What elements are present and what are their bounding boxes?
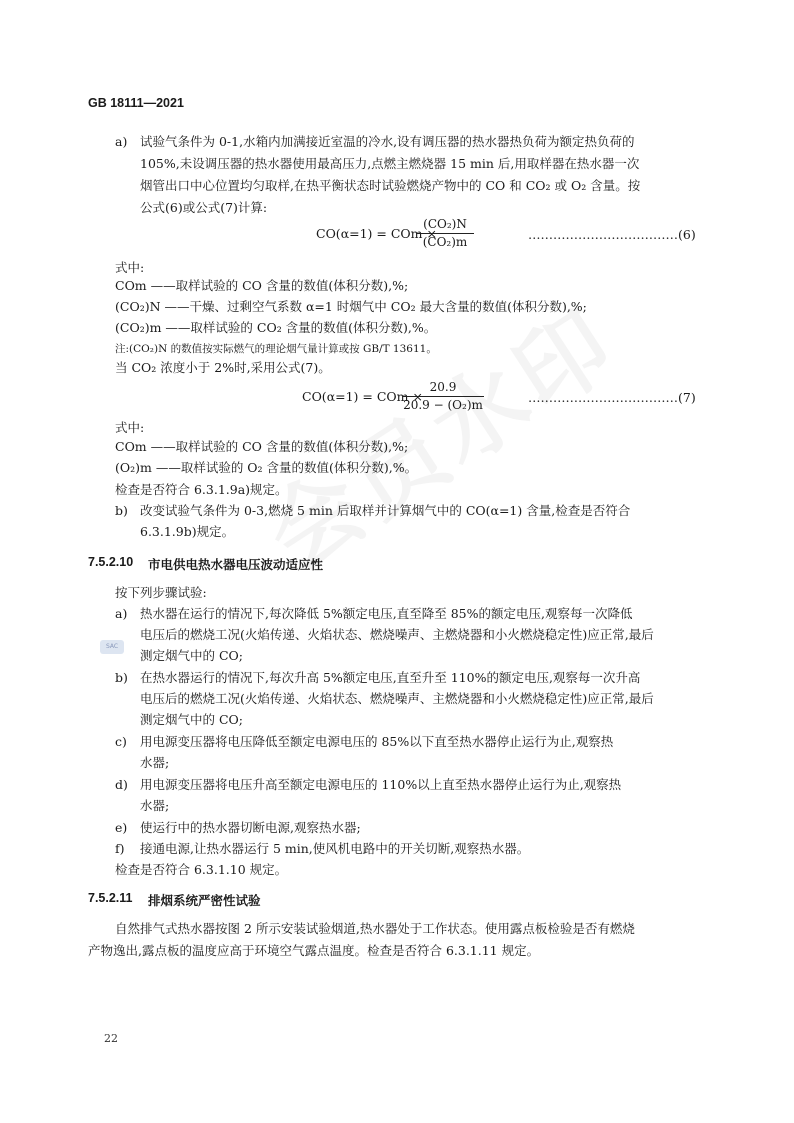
where-7-check: 检查是否符合 6.3.1.9a)规定。 xyxy=(115,482,288,497)
section-7-5-2-11-line-1: 自然排气式热水器按图 2 所示安装试验烟道,热水器处于工作状态。使用露点板检验是否有燃烧 xyxy=(115,921,635,936)
step-c-label: c) xyxy=(115,734,127,749)
formula-7-number: ………………………………(7) xyxy=(528,390,696,405)
step-b-label: b) xyxy=(115,670,128,685)
step-d-line-1: 用电源变压器将电压升高至额定电源电压的 110%以上直至热水器停止运行为止,观察热 xyxy=(140,777,622,792)
step-e-label: e) xyxy=(115,820,128,835)
item-a-label: a) xyxy=(115,134,128,149)
formula-6-number: ………………………………(6) xyxy=(528,227,696,242)
step-d-line-2: 水器; xyxy=(140,798,170,813)
formula-6-lhs: CO(α=1) = COm × xyxy=(316,226,437,241)
page-number: 22 xyxy=(104,1032,118,1045)
section-7-5-2-10-number: 7.5.2.10 xyxy=(88,555,134,569)
section-7-5-2-11-line-2: 产物逸出,露点板的温度应高于环境空气露点温度。检查是否符合 6.3.1.11 规定。 xyxy=(88,943,540,958)
step-e-line-1: 使运行中的热水器切断电源,观察热水器; xyxy=(140,820,361,835)
step-c-line-2: 水器; xyxy=(140,755,170,770)
step-a-line-2: 电压后的燃烧工况(火焰传递、火焰状态、燃烧噪声、主燃烧器和小火燃烧稳定性)应正常,最后 xyxy=(140,627,654,642)
section-7-5-2-11-number: 7.5.2.11 xyxy=(88,891,133,905)
step-a-line-1: 热水器在运行的情况下,每次降低 5%额定电压,直至降至 85%的额定电压,观察每一次降低 xyxy=(140,606,633,621)
where-6-def-3: (CO₂)m ——取样试验的 CO₂ 含量的数值(体积分数),%。 xyxy=(115,320,437,335)
formula-7-lhs: CO(α=1) = COm × xyxy=(302,389,423,404)
where-6-def-2: (CO₂)N ——干燥、过剩空气系数 α=1 时烟气中 CO₂ 最大含量的数值(体积分数),%; xyxy=(115,299,587,314)
item-b-line-2: 6.3.1.9b)规定。 xyxy=(140,524,235,539)
formula-6-numerator: (CO₂)N xyxy=(416,216,474,234)
stamp-logo: SAC xyxy=(100,640,124,654)
where-7-def-1: COm ——取样试验的 CO 含量的数值(体积分数),%; xyxy=(115,439,409,454)
item-a-line-1: 试验气条件为 0-1,水箱内加满接近室温的冷水,设有调压器的热水器热负荷为额定热负荷的 xyxy=(140,134,635,149)
formula-7-denominator: 20.9 − (O₂)m xyxy=(403,398,483,412)
step-f-line-1: 接通电源,让热水器运行 5 min,使风机电路中的开关切断,观察热水器。 xyxy=(140,841,530,856)
step-a-label: a) xyxy=(115,606,128,621)
item-a-line-2: 105%,未设调压器的热水器使用最高压力,点燃主燃烧器 15 min 后,用取样器在热水器一次 xyxy=(140,156,640,171)
item-a-line-3: 烟管出口中心位置均匀取样,在热平衡状态时试验燃烧产物中的 CO 和 CO₂ 或 O₂ 含量。按 xyxy=(140,178,641,193)
formula-7-numerator: 20.9 xyxy=(402,379,484,397)
step-b-line-3: 测定烟气中的 CO; xyxy=(140,712,243,727)
formula-6-denominator: (CO₂)m xyxy=(422,235,468,249)
where-6-condition: 当 CO₂ 浓度小于 2%时,采用公式(7)。 xyxy=(115,360,331,375)
standard-code-header: GB 18111—2021 xyxy=(88,96,184,110)
where-6-def-1: COm ——取样试验的 CO 含量的数值(体积分数),%; xyxy=(115,278,409,293)
step-b-line-2: 电压后的燃烧工况(火焰传递、火焰状态、燃烧噪声、主燃烧器和小火燃烧稳定性)应正常,最后 xyxy=(140,691,654,706)
step-a-line-3: 测定烟气中的 CO; xyxy=(140,648,243,663)
section-7-5-2-10-title: 市电供电热水器电压波动适应性 xyxy=(148,558,324,572)
formula-7-fraction xyxy=(402,379,484,414)
where-6-note: 注:(CO₂)N 的数值按实际燃气的理论烟气量计算或按 GB/T 13611。 xyxy=(115,343,437,355)
item-a-line-4: 公式(6)或公式(7)计算: xyxy=(140,200,268,215)
where-6-intro: 式中: xyxy=(115,260,145,275)
step-b-line-1: 在热水器运行的情况下,每次升高 5%额定电压,直至升至 110%的额定电压,观察每一次升高 xyxy=(140,670,641,685)
where-7-def-2: (O₂)m ——取样试验的 O₂ 含量的数值(体积分数),%。 xyxy=(115,460,418,475)
formula-6-fraction xyxy=(416,216,474,251)
where-7-intro: 式中: xyxy=(115,420,145,435)
step-d-label: d) xyxy=(115,777,128,792)
section-7-5-2-11-title: 排烟系统严密性试验 xyxy=(148,894,261,908)
step-c-line-1: 用电源变压器将电压降低至额定电源电压的 85%以下直至热水器停止运行为止,观察热 xyxy=(140,734,614,749)
section-7-5-2-10-check: 检查是否符合 6.3.1.10 规定。 xyxy=(115,862,288,877)
section-7-5-2-10-intro: 按下列步骤试验: xyxy=(115,585,207,600)
item-b-label: b) xyxy=(115,503,128,518)
item-b-line-1: 改变试验气条件为 0-3,燃烧 5 min 后取样并计算烟气中的 CO(α=1) 含量,检查是否符合 xyxy=(140,503,631,518)
step-f-label: f) xyxy=(115,841,125,856)
